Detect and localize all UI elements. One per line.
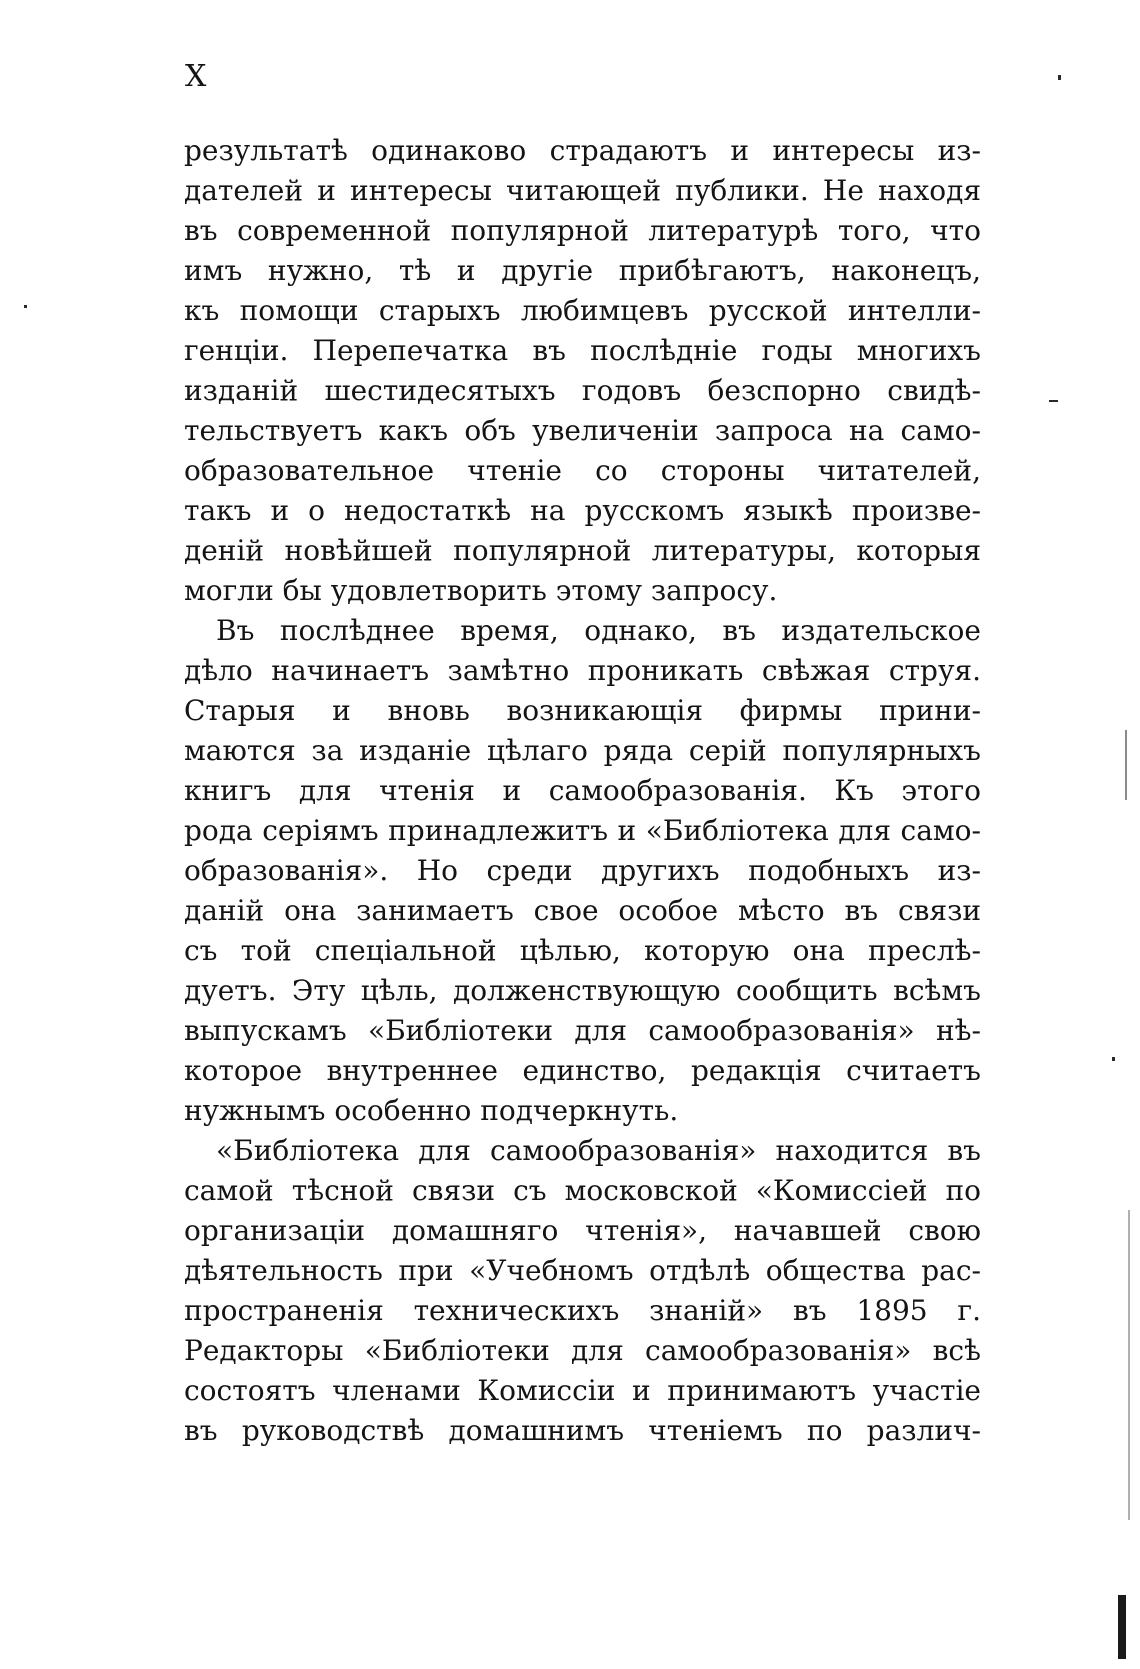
text-line: даній она занимаетъ свое особое мѣсто въ связи bbox=[184, 894, 981, 927]
text-line: могли бы удовлетворить этому запросу. bbox=[184, 574, 778, 607]
text-line: результатѣ одинаково страдаютъ и интересы из- bbox=[184, 134, 981, 167]
scan-edge-mark bbox=[1125, 730, 1127, 800]
paragraph-2 bbox=[184, 611, 981, 1131]
text-line: къ помощи старыхъ любимцевъ русской интелли- bbox=[184, 294, 981, 327]
text-line: дуетъ. Эту цѣль, долженствующую сообщить всѣмъ bbox=[184, 974, 981, 1007]
text-line: выпускамъ «Библіотеки для самообразованія» нѣ- bbox=[184, 1014, 981, 1047]
text-line: такъ и о недостаткѣ на русскомъ языкѣ произве- bbox=[184, 494, 981, 527]
paragraph-3 bbox=[184, 1131, 981, 1451]
text-line: книгъ для чтенія и самообразованія. Къ этого bbox=[184, 774, 981, 807]
text-line: имъ нужно, тѣ и другіе прибѣгаютъ, наконецъ, bbox=[184, 254, 981, 287]
text-line: «Библіотека для самообразованія» находится въ bbox=[216, 1134, 981, 1167]
text-line: дѣятельность при «Учебномъ отдѣлѣ общества рас- bbox=[184, 1254, 981, 1287]
text-line: Въ послѣднее время, однако, въ издательское bbox=[216, 614, 981, 647]
body-text bbox=[184, 131, 981, 1451]
scan-edge-mark bbox=[1118, 1595, 1126, 1659]
text-line: тельствуетъ какъ объ увеличеніи запроса на само- bbox=[184, 414, 981, 447]
scan-speck bbox=[1112, 1057, 1115, 1061]
text-line: которое внутреннее единство, редакція считаетъ bbox=[184, 1054, 981, 1087]
text-line: самой тѣсной связи съ московской «Комиссіей по bbox=[184, 1174, 981, 1207]
page-number: X bbox=[185, 59, 208, 94]
scan-edge-mark bbox=[1128, 1210, 1130, 1520]
text-line: генціи. Перепечатка въ послѣдніе годы многихъ bbox=[184, 334, 981, 367]
text-line: дѣло начинаетъ замѣтно проникать свѣжая струя. bbox=[184, 654, 981, 687]
scan-speck bbox=[1058, 75, 1061, 80]
scan-speck bbox=[1049, 400, 1058, 402]
text-line: маются за изданіе цѣлаго ряда серій популярныхъ bbox=[184, 734, 981, 767]
text-line: образованія». Но среди другихъ подобныхъ из- bbox=[184, 854, 981, 887]
text-line: изданій шестидесятыхъ годовъ безспорно свидѣ- bbox=[184, 374, 981, 407]
text-line: состоятъ членами Комиссіи и принимаютъ участіе bbox=[184, 1374, 981, 1407]
scan-speck bbox=[24, 305, 27, 308]
text-line: въ руководствѣ домашнимъ чтеніемъ по различ- bbox=[184, 1414, 981, 1447]
text-line: Старыя и вновь возникающія фирмы прини- bbox=[184, 694, 981, 727]
text-line: деній новѣйшей популярной литературы, которыя bbox=[184, 534, 981, 567]
text-line: нужнымъ особенно подчеркнуть. bbox=[184, 1094, 679, 1127]
text-line: образовательное чтеніе со стороны читателей, bbox=[184, 454, 981, 487]
paragraph-1 bbox=[184, 131, 981, 611]
text-line: рода серіямъ принадлежитъ и «Библіотека для само- bbox=[184, 814, 981, 847]
text-line: Редакторы «Библіотеки для самообразованія» всѣ bbox=[184, 1334, 981, 1367]
text-line: дателей и интересы читающей публики. Не находя bbox=[184, 174, 981, 207]
text-line: въ современной популярной литературѣ того, что bbox=[184, 214, 981, 247]
text-line: съ той спеціальной цѣлью, которую она преслѣ- bbox=[184, 934, 981, 967]
text-line: пространенія техническихъ знаній» въ 1895 г. bbox=[184, 1294, 981, 1327]
text-line: организаціи домашняго чтенія», начавшей свою bbox=[184, 1214, 981, 1247]
